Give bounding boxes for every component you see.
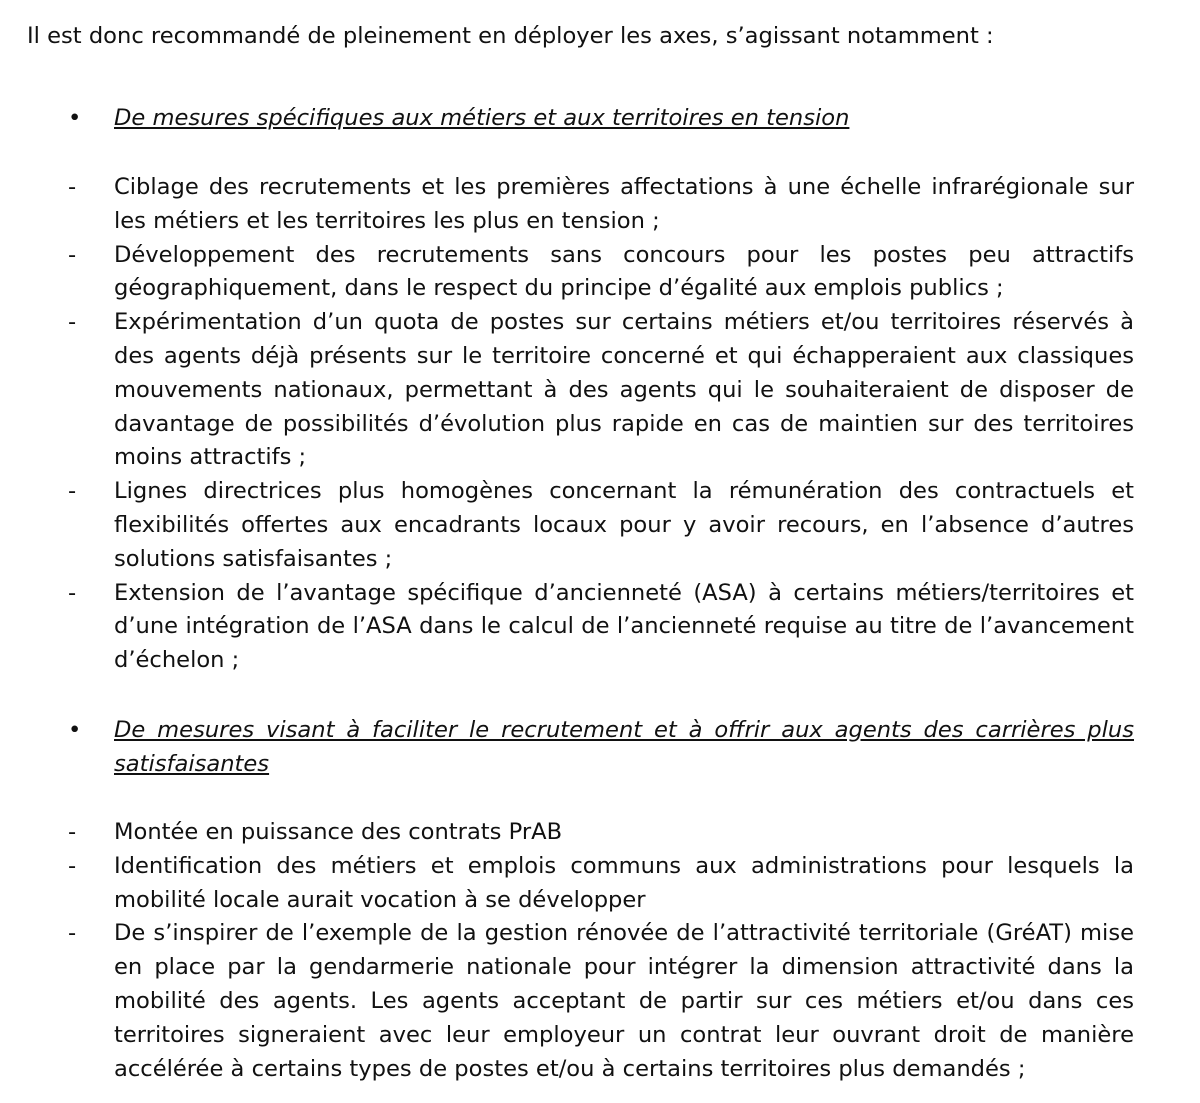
dash-icon: - xyxy=(68,852,77,879)
list-item-text: Montée en puissance des contrats PrAB xyxy=(114,819,563,845)
list-item xyxy=(0,917,1200,1086)
list-item xyxy=(0,475,1200,576)
section-1-list xyxy=(0,171,1200,678)
section-1-heading-row xyxy=(0,102,1200,136)
list-item xyxy=(0,816,1200,850)
list-item xyxy=(0,171,1200,239)
section-2 xyxy=(0,714,1200,782)
list-item xyxy=(0,239,1200,307)
list-item-text: Identification des métiers et emplois communs aux administrations pour lesquels la mobilité locale aurait vocation à se développer xyxy=(114,852,1134,913)
dash-icon: - xyxy=(68,478,77,505)
list-item xyxy=(0,577,1200,678)
list-item-text: Ciblage des recrutements et les premières affectations à une échelle infrarégionale sur les métiers et les territoires les plus en tension ; xyxy=(114,174,1134,234)
dash-icon: - xyxy=(68,241,77,268)
dash-icon: - xyxy=(68,579,77,606)
list-item-text: Expérimentation d’un quota de postes sur certains métiers et/ou territoires réservés à des agents déjà présents sur le territoire concerné et qui échapperaient aux classiques mouvements nationaux, permettant à des agents qui le souhaiteraient de disposer de davantage de possibilités d’évolution plus rapide en cas de maintien sur des territoires moins attractifs ; xyxy=(114,309,1134,471)
section-2-heading: De mesures visant à faciliter le recrutement et à offrir aux agents des carrières plus satisfaisantes xyxy=(114,717,1134,777)
intro-paragraph: Il est donc recommandé de pleinement en déployer les axes, s’agissant notamment : xyxy=(27,23,994,49)
section-1 xyxy=(0,102,1200,136)
list-item-text: Extension de l’avantage spécifique d’ancienneté (ASA) à certains métiers/territoires et d’une intégration de l’ASA dans le calcul de l’ancienneté requise au titre de l’avancement d’échelon ; xyxy=(114,579,1134,674)
list-item-text: Lignes directrices plus homogènes concernant la rémunération des contractuels et flexibilités offertes aux encadrants locaux pour y avoir recours, en l’absence d’autres solutions satisfaisantes ; xyxy=(114,478,1134,572)
dash-icon: - xyxy=(68,174,77,200)
dash-icon: - xyxy=(68,819,77,845)
section-2-list xyxy=(0,816,1200,1086)
dash-icon: - xyxy=(68,309,77,336)
section-1-heading: De mesures spécifiques aux métiers et aux territoires en tension xyxy=(114,105,850,131)
bullet-icon: • xyxy=(68,105,82,131)
list-item-text: De s’inspirer de l’exemple de la gestion rénovée de l’attractivité territoriale (GréAT) mise en place par la gendarmerie nationale pour intégrer la dimension attractivité dans la mobilité des agents. Les agents acceptant de partir sur ces métiers et/ou dans ces territoires signeraient avec leur employeur un contrat leur ouvrant droit de manière accélérée à certains types de postes et/ou à certains territoires plus demandés ; xyxy=(114,920,1134,1082)
list-item-text: Développement des recrutements sans concours pour les postes peu attractifs géographiquement, dans le respect du principe d’égalité aux emplois publics ; xyxy=(114,241,1134,302)
bullet-icon: • xyxy=(68,717,82,743)
list-item xyxy=(0,306,1200,475)
dash-icon: - xyxy=(68,920,77,947)
list-item xyxy=(0,850,1200,918)
section-2-heading-row xyxy=(0,714,1200,782)
